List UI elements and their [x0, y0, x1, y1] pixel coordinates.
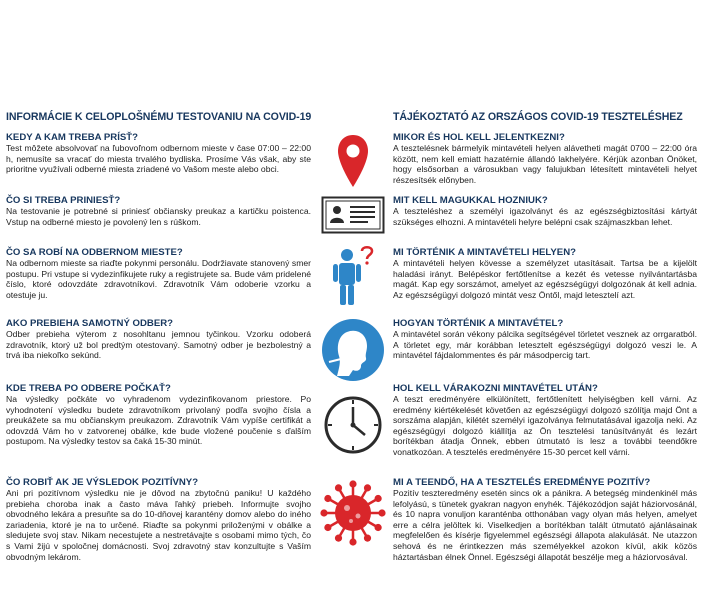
section-answer: A teszt eredményére elkülönített, fertőtlenített helyiségben kell várni. Az eredmény kiértékelését követően az egészségügyi dolgozó szólítja majd Önt a sorszáma alapján, kilétét személyi igazolványa felmutatásával igazolja neki. Az egészségügyi dolgozó kiállítja az Ön tesztelési tanúsítványát és lezárt borítékban átadja Önnek, ebben útmutató is lesz a további teendőkre vonatkozóan. A tesztelés eredményére 15-30 percet kell várni.	[393, 394, 697, 457]
section-answer: A teszteléshez a személyi igazolványt és az egészségbiztosítási kártyát szükséges elhozni. A mintavételi helyre belépni csak szájmaszkban lehet.	[393, 206, 697, 227]
left-section-4	[6, 318, 311, 361]
section-answer: A mintavételi helyen kövesse a személyzet utasításait. Tartsa be a kijelölt haladási irányt. Belépéskor fertőtlenítse a kezét és vetesse nyilvántartásba magát. Kap egy sorszámot, amelyet az egészségügyi dolgozónak át kell adnia. Az egészségügyi dolgozó mintát vesz Öntől, majd letesztelí azt.	[393, 258, 697, 300]
virus-spike-tip	[349, 538, 356, 545]
section-question: HOL KELL VÁRAKOZNI MINTAVÉTEL UTÁN?	[393, 383, 598, 394]
virus-spike-tip	[349, 480, 356, 487]
section-answer: Na odbernom mieste sa riaďte pokynmi personálu. Dodržiavate stanovený smer postupu. Pri vstupe si vydezinfikujete ruky a registrujete sa. Bude vám pridelené číslo, ktoré odovzdáte zdravotníkovi. Zdravotník Vám odoberie vzorku a otestuje ju.	[6, 258, 311, 300]
virus-icon	[316, 478, 390, 548]
section-question: ČO SA ROBÍ NA ODBERNOM MIESTE?	[6, 247, 183, 258]
location-pin-icon	[316, 133, 390, 189]
virus-spike-tip	[375, 524, 382, 531]
left-title: INFORMÁCIE K CELOPLOŠNÉMU TESTOVANIU NA COVID-19	[6, 111, 312, 123]
virus-spike-tip	[378, 509, 385, 516]
section-question: HOGYAN TÖRTÉNIK A MINTAVÉTEL?	[393, 318, 564, 329]
person-question-icon	[316, 245, 390, 307]
virus-spike-tip	[320, 509, 327, 516]
right-section-6	[393, 477, 697, 562]
left-column	[6, 111, 312, 562]
section-question: ČO SI TREBA PRINIESŤ?	[6, 195, 121, 206]
icon-column	[316, 0, 390, 612]
right-column	[393, 111, 697, 562]
id-card-icon	[316, 196, 390, 234]
section-question: AKO PREBIEHA SAMOTNÝ ODBER?	[6, 318, 174, 329]
section-answer: Na testovanie je potrebné si priniesť občiansky preukaz a kartičku poistenca. Vstup na odberné miesto je povolený len s rúškom.	[6, 206, 311, 227]
section-answer: A mintavétel során vékony pálcika segítségével törletet vesznek az orrgaratból. A törletet egy, már korábban letesztelt egészségügyi dolgozó veszi le. A mintavétel fájdalommentes és pár másodpercig tart.	[393, 329, 697, 361]
left-section-2	[6, 195, 311, 227]
section-question: ČO ROBIŤ AK JE VÝSLEDOK POZITÍVNY?	[6, 477, 199, 488]
section-answer: Odber prebieha výterom z nosohltanu jemnou tyčinkou. Vzorku odoberá zdravotník, ktorý už bol predtým otestovaný. Samotný odber je bezbolestný a trvá iba niekoľko sekúnd.	[6, 329, 311, 361]
section-answer: Na výsledky počkáte vo vyhradenom vydezinfikovanom priestore. Po vyhodnotení výsledku budete zdravotníkom privolaný podľa svojho čísla a preukážete sa mu občianskym preukazom. Zdravotník Vám vypíše certifikát a odovzdá Vám ho v zatvorenej obálke, kde bude vložené poučenie s ďalším postupom. Na výsledky testov sa čaká 15-30 minút.	[6, 394, 311, 447]
left-section-5	[6, 383, 311, 447]
section-answer: A tesztelésnek bármelyik mintavételi helyen alávetheti magát 0700 – 22:00 óra között, nem kell emiatt hazatérnie állandó lakhelyére. Kérjük azonban Önöket, hogy elsősorban a városukban vagy falujukban létesített mintavételi helyet részesítsék előnyben.	[393, 143, 697, 185]
section-question: MIKOR ÉS HOL KELL JELENTKEZNI?	[393, 132, 565, 143]
right-section-4	[393, 318, 697, 361]
virus-spike-tip	[364, 535, 371, 542]
section-answer: Ani pri pozitívnom výsledku nie je dôvod na zbytočnú paniku! U každého prebieha choroba inak a často máva ľahký priebeh. Informujte svojho obvodného lekára a presuňte sa do 10-dňovej karantény domov alebo do iného zariadenia, ktoré je na to určené. Riaďte sa pokynmi priloženými v obálke a sledujete svoj stav. Nikam necestujete a nestretávajte s osobami mimo tých, čo s Vami žijú v spoločnej domácnosti. Svoj zdravotný stav konzultujte s Vaším obvodným lekárom.	[6, 488, 311, 562]
left-section-6	[6, 477, 311, 562]
section-question: MI A TEENDŐ, HA A TESZTELÉS EREDMÉNYE POZITÍV?	[393, 477, 651, 488]
right-section-2	[393, 195, 697, 227]
virus-spike-tip	[335, 484, 342, 491]
section-question: KEDY A KAM TREBA PRÍSŤ?	[6, 132, 139, 143]
nose-swab-icon	[316, 318, 390, 382]
virus-spike-tip	[324, 524, 331, 531]
virus-spike-tip	[375, 495, 382, 502]
section-question: KDE TREBA PO ODBERE POČKAŤ?	[6, 383, 171, 394]
left-section-1	[6, 132, 311, 175]
right-section-1	[393, 132, 697, 185]
virus-spike-tip	[324, 495, 331, 502]
left-section-3	[6, 247, 311, 300]
clock-icon	[316, 395, 390, 455]
right-section-3	[393, 247, 697, 300]
section-answer: Pozitív teszteredmény esetén sincs ok a pánikra. A betegség mindenkinél más lefolyású, s tünetek gyakran nagyon enyhék. Tájékozódjon saját háziorvosánál, és 10 napra vonuljon karanténba otthonában vagy olyan más helyen, amelyet erre a célra jelöltek ki. Viselkedjen a borítékban talált útmutató ajánlásainak megfelelően és kísérje figyelemmel egészségi állapota alakulását. Ne utazzon sehová és ne érintkezzen más személyekkel azokon kívül, akik közös háztartásban élnek Önnel. Egészségi állapotát beszélje meg a háziorvosával.	[393, 488, 697, 562]
virus-spike-tip	[364, 484, 371, 491]
right-title: TÁJÉKOZTATÓ AZ ORSZÁGOS COVID-19 TESZTELÉSHEZ	[393, 111, 683, 123]
section-question: MIT KELL MAGUKKAL HOZNIUK?	[393, 195, 548, 206]
virus-spike-tip	[335, 535, 342, 542]
right-section-5	[393, 383, 697, 458]
section-answer: Test môžete absolvovať na ľubovoľnom odbernom mieste v čase 07:00 – 22:00 h, nemusíte sa vracať do miesta trvalého bydliska. Prosíme Vás však, aby ste prioritne využívali odberné miesta zriadené vo Vašom meste alebo obci.	[6, 143, 311, 175]
section-question: MI TÖRTÉNIK A MINTAVÉTELI HELYEN?	[393, 247, 576, 258]
